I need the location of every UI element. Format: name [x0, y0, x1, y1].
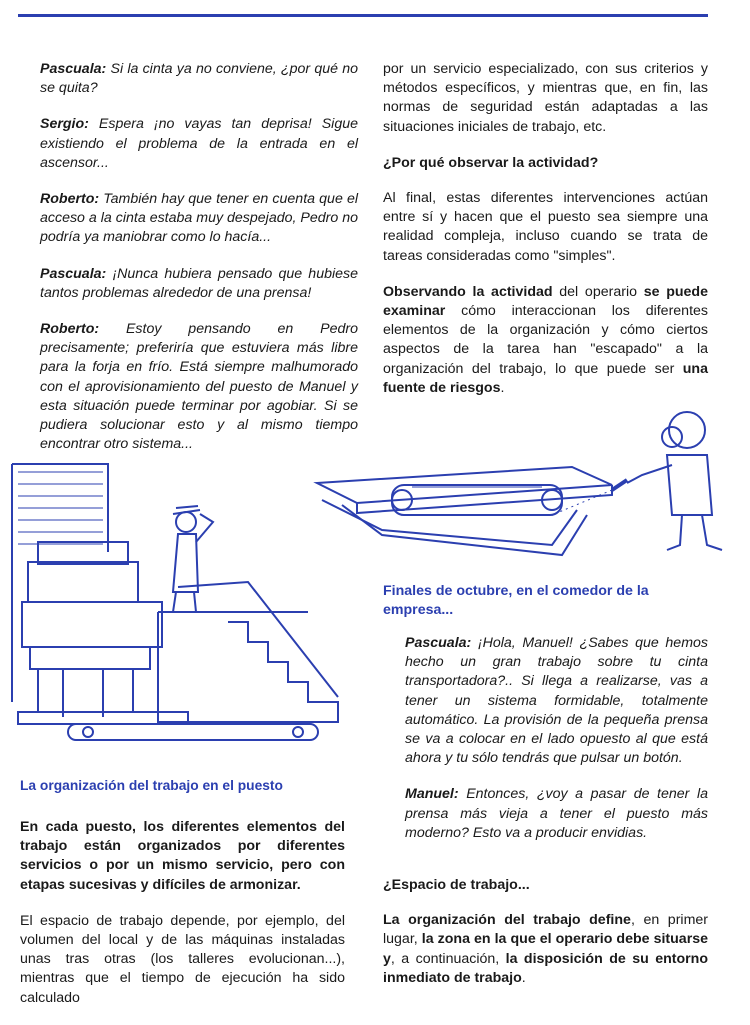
top-rule [18, 14, 708, 17]
workspace-heading: ¿Espacio de trabajo... [383, 877, 530, 893]
organization-paragraph: El espacio de trabajo depende, por ejemplo, del volumen del local y de las máquinas instaladas unas tras otras (los talleres evolucionan...), mientras que el tiempo de ejecución ha sido calculado [20, 912, 345, 1006]
observe-heading: ¿Por qué observar la actividad? [383, 154, 599, 171]
dialogue-line: Sergio: Espera ¡no vayas tan deprisa! Sigue existiendo el problema de la entrada en el ascensor... [40, 116, 358, 171]
conveyor-inspector-illustration [312, 405, 750, 565]
dialogue-line: Roberto: Estoy pensando en Pedro precisamente; preferiría que estuviera más libre para la forja en frío. Está siempre malhumorado con el aprovisionamiento del puesto de Manuel y esta situación puede terminar por agobiar. Si se pudiera solucionar esto y al mismo tiempo encontrar otro sistema... [40, 321, 358, 453]
observe-paragraph-1: Al final, estas diferentes intervenciones actúan entre sí y hacen que el puesto sea siempre una realidad compleja, incluso cuando se trata de tareas consideradas como "simples". [383, 190, 708, 264]
left-dialogue [40, 60, 358, 471]
organization-heading: La organización del trabajo en el puesto [20, 778, 283, 793]
organization-bold-paragraph: En cada puesto, los diferentes elementos del trabajo están organizados por diferentes servicios o por un mismo servicio, pero con etapas sucesivas y difíciles de armonizar. [20, 819, 345, 893]
dialogue-line: Pascuala: ¡Hola, Manuel! ¿Sabes que hemos hecho un gran trabajo sobre tu cinta transportadora?.. Si llega a realizarse, vas a tener un sistema formidable, totalmente automático. La provisión de la pequeña prensa se va a colocar en el lado opuesto al que está ahora y tu sólo tendrás que pulsar un botón. [405, 635, 708, 767]
dialogue-line: Roberto: También hay que tener en cuenta que el acceso a la cinta estaba muy despejado, Pedro no podría ya maniobrar como lo hacía... [40, 191, 358, 246]
organization-body [20, 818, 345, 1025]
observe-paragraph-2: Observando la actividad del operario se puede examinar cómo interaccionan los diferentes elementos de la organización y cómo ciertos aspectos de la tarea han "escapado" a la organización del trabajo, lo que puede ser una fuente de riesgos. [383, 283, 708, 396]
dialogue-line: Pascuala: Si la cinta ya no conviene, ¿por qué no se quita? [40, 61, 358, 97]
dialogue-line: Pascuala: ¡Nunca hubiera pensado que hubiese tantos problemas alrededor de una prensa! [40, 265, 358, 301]
right-column-top [383, 60, 708, 415]
workspace-section [383, 876, 708, 1005]
press-staircase-illustration [8, 462, 348, 762]
october-dialogue [405, 634, 708, 860]
october-heading: Finales de octubre, en el comedor de la empresa... [383, 583, 649, 619]
workspace-paragraph: La organización del trabajo define, en primer lugar, la zona en la que el operario debe situarse y, a continuación, la disposición de su entorno inmediato de trabajo. [383, 912, 709, 986]
dialogue-line: Manuel: Entonces, ¿voy a pasar de tener la prensa más vieja a tener el puesto más moderno? Esto va a producir envidias. [405, 786, 708, 841]
intro-paragraph: por un servicio especializado, con sus criterios y métodos específicos, y mientras que, en fin, las normas de seguridad están adaptadas a las situaciones iniciales de trabajo, etc. [383, 61, 708, 135]
